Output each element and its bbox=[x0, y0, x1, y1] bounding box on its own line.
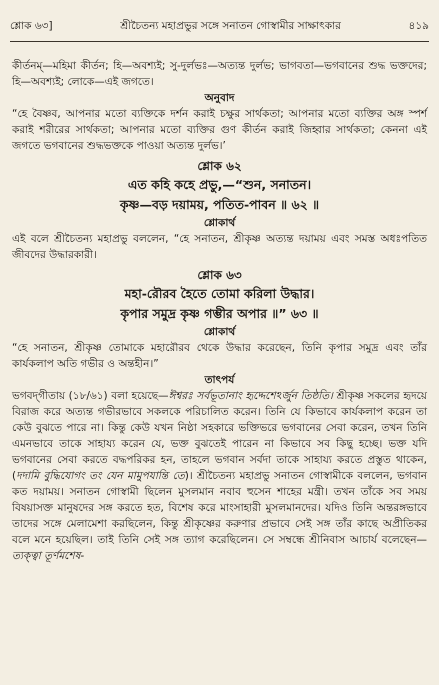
header-page-number: ৪১৯ bbox=[408, 19, 429, 32]
sloka-62-slokartha-heading: শ্লোকার্থ bbox=[203, 217, 236, 229]
tatparya-heading: তাৎপর্য bbox=[204, 374, 235, 386]
sloka-62-line-2: কৃষ্ণ—বড় দয়াময়, পতিত-পাবন ॥ ৬২ ॥ bbox=[119, 197, 320, 212]
sloka-62-heading: শ্লোক ৬২ bbox=[197, 159, 242, 173]
anubad-heading: অনুবাদ bbox=[204, 92, 235, 104]
sloka-63-line-1: মহা-রৌরব হৈতে তোমা করিলা উদ্ধার। bbox=[124, 286, 315, 301]
synonyms-paragraph: কীর্তনম্—মহিমা কীর্তন; হি—অবশ্যই; সু-দুর্লভঃ—অত্যন্ত দুর্লভ; ভাগবতা—ভগবানের শুদ্ধ ভক্তদের; হি—অবশ্যই; লোকে—এই জগতে। bbox=[12, 60, 427, 88]
gita-quote-1: ঈশ্বরঃ সর্বভূতানাং হৃদ্দেশেঽর্জুন তিষ্ঠতি। bbox=[168, 390, 333, 402]
tatparya-text-1: ভগবদ্‌গীতায় (১৮/৬১) বলা হয়েছে— bbox=[12, 390, 169, 402]
page-body bbox=[12, 58, 427, 564]
tatparya-text-2: শ্রীকৃষ্ণ সকলের হৃদয়ে বিরাজ করে অত্যন্ত গভীরভাবে সকলকে পরিচালিত করেন। তিনি যে কিভাবে কার্যকলাপ করেন তা কেউ বুঝতে পারে না। কিন্তু কেউ যখন নিষ্ঠা সহকারে ভক্তিভরে ভগবানের সেবা করেন, তখন তিনি এমনভাবে তাকে সাহায্য করেন যে, ভক্ত বুঝতেই পারেন না কিভাবে সব কিছু হচ্ছে। ভক্ত যদি ভগবানের সেবা করতে বদ্ধপরিকর হন, তাহলে ভগবান সর্বদা তাকে সাহায্য করতে প্রস্তুত থাকেন, ( bbox=[12, 390, 427, 482]
header-rule bbox=[10, 41, 429, 42]
tatparya-text-3: )। শ্রীচৈতন্য মহাপ্রভু সনাতন গোস্বামীকে বললেন, ভগবান কত দয়াময়। সনাতন গোস্বামী ছিলেন মুসলমান নবাব হুসেন শাহের মন্ত্রী। তখন তাঁকে সব সময় বিষয়াসক্ত মানুষদের সঙ্গ করতে হত, বিশেষ করে মাংসাহারী মুসলমানদের। যদিও তিনি অন্তরঙ্গভাবে তাদের সঙ্গে মেলামেশা করছিলেন, কিন্তু শ্রীকৃষ্ণের করুণার প্রভাবে সেই সঙ্গ তাঁর কাছে অপ্রীতিকর বলে মনে হয়েছিল। তাই তিনি সেই সঙ্গ ত্যাগ করেছিলেন। সে সম্বন্ধে শ্রীনিবাস আচার্য বলেছেন— bbox=[12, 470, 427, 546]
sloka-62-line-1: এত কহি কহে প্রভু,—“শুন, সনাতন। bbox=[127, 177, 312, 192]
gita-quote-2: দদামি বুদ্ধিযোগং তং যেন মামুপযান্তি তে bbox=[16, 470, 185, 482]
sloka-63-slokartha-heading: শ্লোকার্থ bbox=[203, 326, 236, 338]
anubad-paragraph: “হে বৈষ্ণব, আপনার মতো ব্যক্তিকে দর্শন করাই চক্ষুর সার্থকতা; আপনার মতো ব্যক্তির অঙ্গ স্পর্শ করাই শরীরের সার্থকতা; আপনার মতো ব্যক্তির গুণ কীর্তন করাই জিহ্বার সার্থকতা; কেননা এই জগতে ভগবানের শুদ্ধভক্তকে পাওয়া অত্যন্ত দুর্লভ।’ bbox=[12, 108, 427, 152]
page-header bbox=[10, 18, 429, 36]
tatparya-paragraph bbox=[12, 388, 427, 564]
sloka-63-slokartha: “হে সনাতন, শ্রীকৃষ্ণ তোমাকে মহারৌরব থেকে উদ্ধার করেছেন, তিনি কৃপার সমুদ্র এবং তাঁর কার্যকলাপ অতি গভীর ও অন্তহীন।” bbox=[12, 342, 427, 370]
srinivasa-quote: ত্যক্ত্বা তূর্ণমশেষ- bbox=[12, 550, 85, 562]
sloka-63-heading: শ্লোক ৬৩ bbox=[197, 268, 242, 282]
sloka-63-line-2: কৃপার সমুদ্র কৃষ্ণ গম্ভীর অপার ॥” ৬৩ ॥ bbox=[120, 306, 319, 321]
sloka-62-slokartha: এই বলে শ্রীচৈতন্য মহাপ্রভু বললেন, “হে সনাতন, শ্রীকৃষ্ণ অত্যন্ত দয়াময় এবং সমস্ত অধঃপতিত জীবদের উদ্ধারকারী। bbox=[12, 233, 427, 261]
header-verse-ref: শ্লোক ৬৩] bbox=[10, 19, 53, 32]
header-chapter-title: শ্রীচৈতন্য মহাপ্রভুর সঙ্গে সনাতন গোস্বামীর সাক্ষাৎকার bbox=[120, 19, 341, 32]
